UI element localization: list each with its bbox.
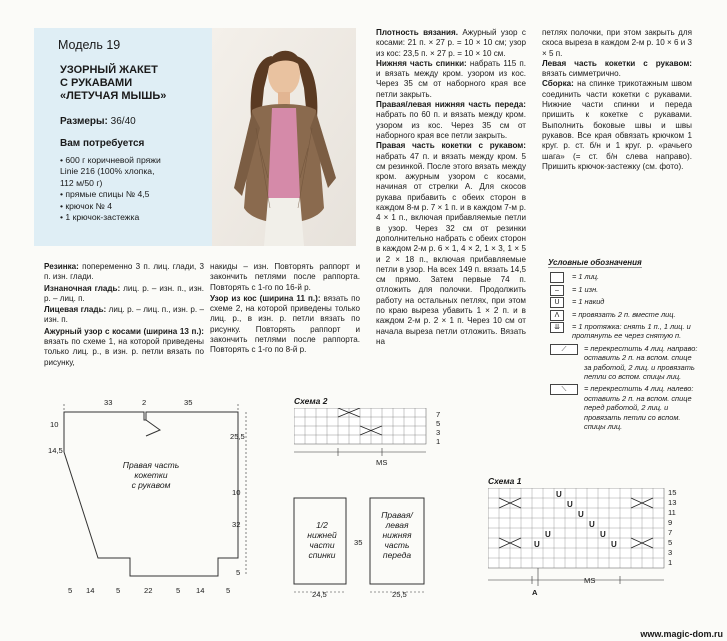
dim-label: 2	[142, 398, 147, 407]
svg-text:U: U	[534, 540, 540, 549]
legend-item	[548, 344, 698, 382]
para-text: вязать по схеме 2, на которой приведены только лиц. р., в изн. р. петли вязать по рисунку. Повторять раппорт и закончить петлями после раппорта. Повторять с 1-го по 8-й р.	[210, 293, 360, 355]
start-arrow-label: A	[532, 588, 538, 597]
piece-label-line: нижняя	[382, 530, 412, 540]
row-number: 15	[668, 488, 677, 497]
para-heading: Узор из кос (ширина 11 п.):	[210, 293, 321, 303]
dim-label: 5	[236, 568, 241, 577]
sizes-label: Размеры:	[60, 116, 108, 127]
dim-label: 35	[184, 398, 193, 407]
para-heading: Нижняя часть спинки:	[376, 58, 467, 68]
dim-label: 33	[104, 398, 113, 407]
piece-label-line: кокетки	[134, 470, 168, 480]
scheme-1-title: Схема 1	[488, 476, 522, 486]
material-item: • прямые спицы № 4,5	[60, 189, 150, 200]
title-line: УЗОРНЫЙ ЖАКЕТ	[60, 64, 158, 76]
legend-item	[548, 310, 698, 319]
dim-label: 32	[232, 520, 241, 529]
legend-item	[548, 285, 698, 294]
piece-label-line: 1/2	[316, 520, 328, 530]
page-title	[60, 64, 210, 103]
para-heading: Изнаночная гладь:	[44, 283, 121, 293]
svg-text:U: U	[600, 530, 606, 539]
para-heading: Ажурный узор с косами (ширина 13 п.):	[44, 326, 204, 336]
piece-label-line: спинки	[308, 550, 336, 560]
dim-label: 10	[50, 420, 59, 429]
para-heading: Плотность вязания.	[376, 28, 458, 37]
material-item: • 1 крючок-застежка	[60, 212, 140, 223]
row-number: 7	[436, 410, 441, 419]
dim-label: 5	[226, 586, 231, 595]
cable-right-icon: ⟋	[550, 344, 578, 355]
instructions-column-4	[542, 28, 692, 172]
materials-list	[60, 155, 210, 223]
title-line: С РУКАВАМИ	[60, 77, 133, 89]
material-item: • 600 г коричневой пряжи	[60, 155, 161, 165]
scheme-2-title: Схема 2	[294, 396, 328, 406]
title-line: «ЛЕТУЧАЯ МЫШЬ»	[60, 90, 167, 102]
dim-label: 35	[354, 538, 363, 547]
para-text: накиды – изн. Повторять раппорт и закончить петлями после раппорта. Повторять с 1-го по 16-й р.	[210, 262, 360, 292]
sizes-value: 36/40	[110, 116, 136, 127]
row-number: 1	[668, 558, 673, 567]
para-text: петлях полочки, при этом закрыть для скоса выреза в каждом 2-м р. 10 × 6 и 3 × 5 п.	[542, 28, 692, 58]
piece-label-line: часть	[384, 540, 410, 550]
legend-title: Условные обозначения	[548, 258, 642, 267]
piece-label-line: Правая часть	[122, 460, 180, 470]
dim-label: 24,5	[312, 590, 327, 599]
para-heading: Правая/левая нижняя часть переда:	[376, 100, 526, 110]
para-heading: Сборка:	[542, 79, 574, 89]
row-number: 5	[436, 419, 441, 428]
svg-text:U: U	[567, 500, 573, 509]
site-watermark: www.magic-dom.ru	[640, 629, 723, 639]
piece-label-line: переда	[382, 550, 412, 560]
sizes	[60, 116, 136, 127]
row-number: 3	[436, 428, 441, 437]
para-heading: Правая часть кокетки с рукавом:	[376, 141, 526, 151]
ms-label: MS	[376, 458, 388, 467]
legend-item	[548, 272, 698, 281]
para-text: лиц. р. – лиц. п., изн. р. – изн. п.	[44, 305, 204, 325]
material-item: 112 м/50 г)	[60, 177, 103, 188]
para-heading: Лицевая гладь:	[44, 305, 107, 315]
para-text: вязать симметрично.	[542, 69, 621, 79]
row-number: 1	[436, 437, 441, 446]
para-text: попеременно 3 п. лиц. глади, 3 п. изн. глади.	[44, 262, 204, 282]
row-number: 7	[668, 528, 673, 537]
legend-text: = перекрестить 4 лиц. направо: оставить 2 п. на вспом. спице за работой, 2 лиц. и провязать петли со вспом. спицы лиц.	[584, 343, 698, 382]
ms-label: MS	[584, 576, 596, 585]
para-text: набрать по 60 п. и вязать между кром. узором из кос. Через 35 см от наборного края все петли закрыть.	[376, 110, 526, 140]
para-text: лиц. р. – изн. п., изн. р. – лиц. п.	[44, 283, 204, 303]
cable-left-icon: ⟍	[550, 384, 578, 395]
para-text: на спинке трикотажным швом соединить части кокетки с рукавами. Нижние части спинки и переда пришить к кокетке с рукавами. Выполнить боковые швы и швы рукавов. Все края обвязать крючком 1 круг. р. ст. б/н и 1 круг. р. «рачьего шага» (= ст. б/н слева направо). Пришить крючок-застежку (см. фото).	[542, 79, 692, 171]
scheme-1-chart	[488, 488, 668, 588]
para-text: набрать 115 п. и вязать между кром. узором из кос. Через 35 см от наборного края все петли закрыть.	[376, 58, 526, 99]
instructions-column-1	[44, 262, 204, 368]
symbol-legend	[548, 258, 698, 435]
slip-icon: ⇊	[550, 322, 564, 333]
piece-label	[106, 460, 196, 490]
dim-label: 25,5	[230, 432, 245, 441]
dim-label: 14,5	[48, 446, 63, 455]
svg-text:U: U	[611, 540, 617, 549]
legend-text: = перекрестить 4 лиц. налево: оставить 2 п. на вспом. спице перед работой, 2 лиц. и провязать петли со вспом. спицы лиц.	[584, 384, 694, 432]
legend-text: = провязать 2 п. вместе лиц.	[572, 309, 676, 319]
instructions-column-3	[376, 28, 526, 347]
svg-text:U: U	[545, 530, 551, 539]
yarn-over-icon: U	[550, 297, 564, 308]
dim-label: 25,5	[392, 590, 407, 599]
para-text: Ажурный узор с косами: 21 п. × 27 р. = 10 × 10 см; узор из кос: 23,5 п. × 27 р. = 10 × 10 см.	[376, 28, 526, 58]
yoke-sleeve-diagram	[40, 392, 260, 602]
k2tog-icon: Ʌ	[550, 310, 564, 321]
piece-label-line: части	[309, 540, 335, 550]
model-number: Модель 19	[58, 38, 121, 52]
para-text: вязать по схеме 1, на которой приведены только лиц. р., в изн. р. петли вязать по рисунку,	[44, 337, 204, 367]
dim-label: 14	[86, 586, 95, 595]
legend-item	[548, 384, 698, 431]
back-piece-label	[296, 520, 348, 560]
legend-text: = 1 протяжка: снять 1 п., 1 лиц. и протянуть ее через снятую п.	[572, 322, 691, 341]
instructions-column-2	[210, 262, 360, 356]
para-heading: Левая часть кокетки с рукавом:	[542, 58, 692, 68]
legend-item	[548, 322, 698, 341]
front-piece-label	[370, 510, 424, 560]
piece-label-line: с рукавом	[131, 480, 171, 490]
row-number: 9	[668, 518, 673, 527]
dim-label: 10	[232, 488, 241, 497]
dim-label: 14	[196, 586, 205, 595]
row-number: 13	[668, 498, 677, 507]
dim-label: 5	[176, 586, 181, 595]
model-photo	[212, 28, 356, 246]
piece-label-line: Правая/	[381, 510, 413, 520]
dim-label: 5	[116, 586, 121, 595]
svg-text:U: U	[578, 510, 584, 519]
material-item: Linie 216 (100% хлопка,	[60, 166, 155, 177]
row-number: 11	[668, 508, 676, 517]
legend-text: = 1 лиц.	[572, 272, 600, 282]
para-text: набрать 47 п. и вязать между кром. 5 см резинкой. После этого вязать между кром. ажурным узором с косами, начиная от стрелки А. Для скосов рукава прибавить с обеих сторон в каждом 8-м р. 7 × 1 п. и в каждом 7-м р. 4 × 1 п., включая прибавляемые петли в узор. Через 32 см от резинки дополнительно набрать с обеих сторон в каждом 2-м р. 6 × 1, 4 × 2, 1 × 3, 1 × 5 и 2 × 18 п., включая прибавляемые петли в узор. На всех 149 п. вязать 14,5 см прямо. Затем первые 74 п. отложить для полочки. Продолжить работу на остальных петлях, при этом по краю выреза убавить 1 × 2 п. и в каждом 2-м р. 2 × 1 п. Через 10 см от начала выреза петли отложить. Вязать на	[376, 151, 527, 346]
legend-item	[548, 297, 698, 306]
knit-symbol-icon	[550, 272, 564, 283]
dim-label: 22	[144, 586, 153, 595]
para-heading: Резинка:	[44, 262, 79, 271]
materials-heading	[60, 138, 144, 150]
row-number: 5	[668, 538, 673, 547]
svg-text:U: U	[589, 520, 595, 529]
svg-text:U: U	[556, 490, 562, 499]
piece-label-line: нижней	[307, 530, 337, 540]
scheme-2-chart	[294, 408, 434, 458]
piece-label-line: левая	[385, 520, 409, 530]
row-number: 3	[668, 548, 673, 557]
material-item: • крючок № 4	[60, 200, 112, 211]
legend-text: = 1 изн.	[572, 284, 599, 294]
materials-heading-line: Вам потребуется	[60, 138, 145, 149]
legend-text: = 1 накид	[572, 297, 605, 307]
purl-symbol-icon: –	[550, 285, 564, 296]
dim-label: 5	[68, 586, 73, 595]
